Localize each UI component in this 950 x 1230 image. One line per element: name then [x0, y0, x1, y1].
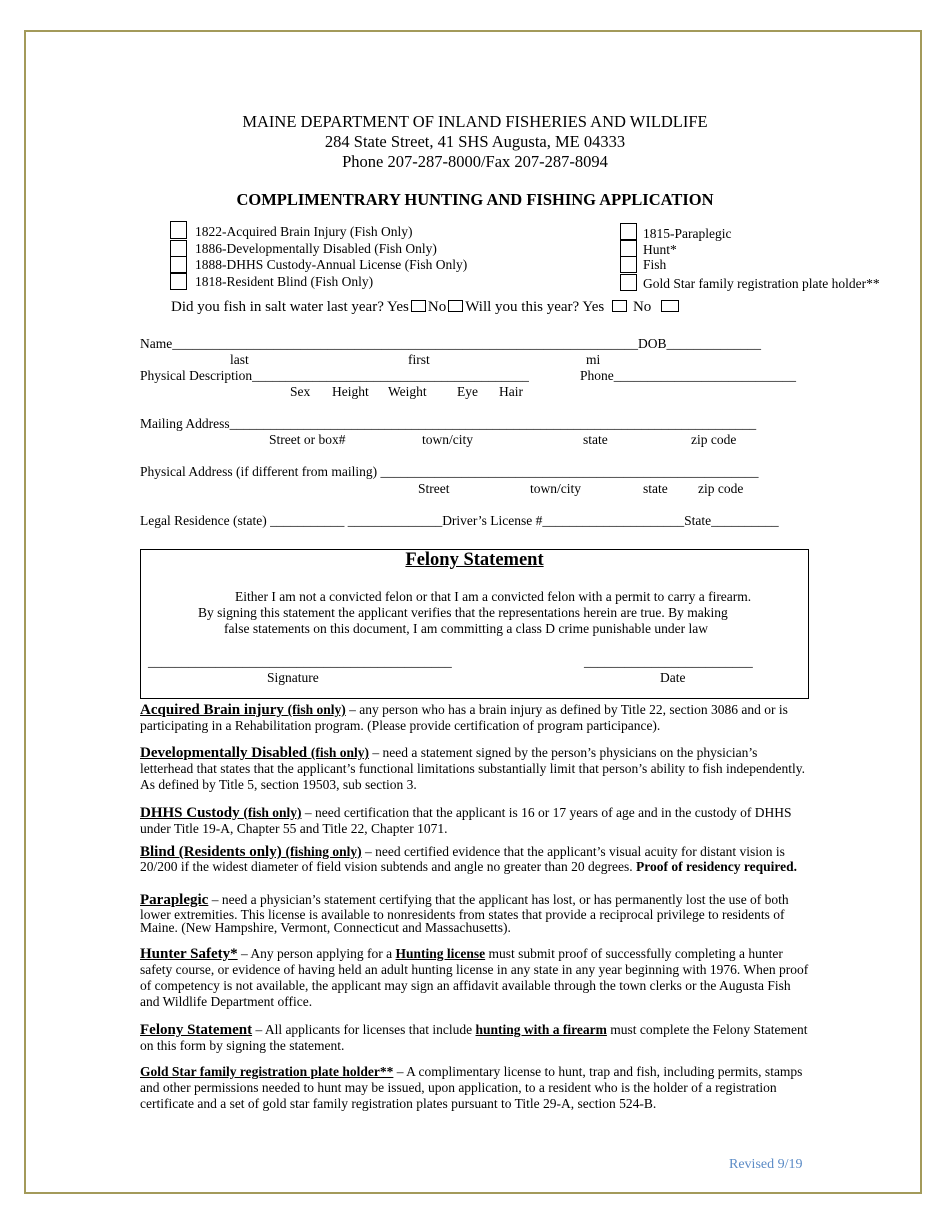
felony-title: Felony Statement	[405, 550, 544, 570]
def-heading: Developmentally Disabled	[140, 745, 308, 761]
date-line[interactable]: _________________________	[584, 654, 753, 669]
last-year-yes-checkbox[interactable]	[411, 300, 426, 312]
salt-water-question	[171, 299, 681, 316]
form-title: COMPLIMENTRARY HUNTING AND FISHING APPLICATION	[236, 190, 714, 209]
physical-address-field[interactable]: Physical Address (if different from mailing) ________________________________________________________	[140, 464, 759, 479]
def-hunter-safety	[140, 946, 812, 1010]
mailing-address-field[interactable]: Mailing Address______________________________________________________________________________	[140, 416, 757, 431]
revised-date: Revised 9/19	[729, 1157, 803, 1172]
option-checkbox-1822[interactable]	[170, 221, 187, 239]
option-checkbox-fish[interactable]	[620, 256, 637, 273]
def-text: – need certification that the applicant is 16 or 17 years of age and in the custody of DHHS under Title 19-A, Chapter 55 and Title 22, Chapter 1071.	[140, 805, 792, 836]
def-text: – need a physician’s statement certifying that the applicant has lost, or has permanently lost the use of both lower extremities. This license is available to nonresidents from states that provide a reciprocal privilege to residents of Maine. (New Hampshire, Vermont, Connecticut and Massachusetts).	[140, 892, 789, 935]
sex-label: Sex	[290, 384, 311, 399]
physical-description-field[interactable]: Physical Description_________________________________________	[140, 368, 529, 383]
height-label: Height	[332, 384, 369, 399]
option-label: 1886-Developmentally Disabled (Fish Only)	[195, 240, 437, 256]
hunting-with-firearm-link: hunting with a firearm	[475, 1022, 607, 1037]
name-first-label: first	[408, 352, 430, 367]
physical-street-label: Street	[418, 481, 450, 496]
def-blind	[140, 845, 812, 873]
agency-phone: Phone 207-287-8000/Fax 207-287-8094	[342, 152, 608, 171]
def-text: – any person who has a brain injury as defined by Title 22, section 3086 and or is participating in a Rehabilitation program. (Please provide certification of program participance).	[140, 702, 788, 733]
hunting-license-link: Hunting license	[395, 946, 486, 961]
legal-residence-field[interactable]: Legal Residence (state) ___________ ______________Driver’s License #_____________________State__________	[140, 513, 779, 528]
def-bold-text: Proof of residency required.	[636, 858, 797, 874]
def-heading: DHHS Custody	[140, 805, 240, 821]
def-text: must complete the Felony Statement on this form by signing the statement.	[140, 1022, 808, 1053]
felony-line-3: false statements on this document, I am committing a class D crime punishable under law	[224, 621, 709, 636]
option-checkbox-1818[interactable]	[170, 273, 187, 290]
def-heading: Gold Star family registration plate holder**	[140, 1064, 394, 1079]
def-developmentally-disabled	[140, 745, 812, 793]
mailing-town-label: town/city	[422, 432, 473, 447]
def-heading: Paraplegic	[140, 892, 209, 908]
felony-statement-box	[140, 549, 809, 699]
phone-field[interactable]: Phone___________________________	[580, 368, 796, 383]
def-heading-sub: (fish only)	[310, 745, 369, 760]
option-checkbox-gold-star[interactable]	[620, 274, 637, 291]
option-label: 1818-Resident Blind (Fish Only)	[195, 273, 374, 289]
def-text: – need certified evidence that the applicant’s visual acuity for distant vision is 20/200 if the widest diameter of field vision subtends and angle no greater than 20 degrees.	[140, 844, 785, 874]
signature-label: Signature	[267, 670, 319, 685]
mailing-street-label: Street or box#	[269, 432, 346, 447]
option-checkbox-1888[interactable]	[170, 256, 187, 273]
def-gold-star	[140, 1064, 812, 1112]
def-heading: Blind (Residents only)	[140, 844, 282, 860]
felony-line-2: By signing this statement the applicant verifies that the representations herein are true. By making	[198, 605, 728, 620]
def-heading-sub: (fishing only)	[285, 844, 362, 859]
def-text: must submit proof of successfully completing a hunter safety course, or evidence of having held an adult hunting license in any state in any year beginning with 1976. When proof of competency is not available, the applicant may sign an affidavit available through the town clerks or the Augusta Fish and Wildlife Department office.	[140, 946, 809, 1009]
mailing-zip-label: zip code	[691, 432, 737, 447]
name-mi-label: mi	[586, 352, 601, 367]
option-label: Gold Star family registration plate holder**	[643, 276, 880, 291]
option-label: 1888-DHHS Custody-Annual License (Fish Only)	[195, 257, 468, 272]
date-label: Date	[660, 670, 686, 685]
option-label: 1822-Acquired Brain Injury (Fish Only)	[195, 224, 413, 239]
option-label: Fish	[643, 257, 667, 272]
def-text: – need a statement signed by the person’s physicians on the physician’s letterhead that states that the applicant’s functional limitations substantially limit that person’s ability to fish independently. As defined by Title 5, section 19503, sub section 3.	[140, 745, 805, 792]
def-text: – A complimentary license to hunt, trap and fish, including permits, stamps and other permissions needed to hunt may be issued, upon application, to a resident who is the holder of a registration certificate and a set of gold star family registration plates pursuant to Title 29-A, section 524-B.	[140, 1064, 803, 1111]
this-year-no-checkbox[interactable]	[661, 300, 679, 312]
hair-label: Hair	[499, 384, 523, 399]
option-label: Hunt*	[643, 242, 677, 257]
option-checkbox-1886[interactable]	[170, 240, 187, 257]
physical-state-label: state	[643, 481, 668, 496]
agency-name: MAINE DEPARTMENT OF INLAND FISHERIES AND WILDLIFE	[242, 112, 708, 131]
name-last-label: last	[230, 352, 249, 367]
weight-label: Weight	[388, 384, 427, 399]
def-acquired-brain-injury	[140, 702, 812, 734]
option-checkbox-hunt[interactable]	[620, 240, 637, 257]
def-heading: Hunter Safety*	[140, 946, 238, 962]
physical-town-label: town/city	[530, 481, 581, 496]
physical-zip-label: zip code	[698, 481, 744, 496]
def-text: – Any person applying for a	[237, 946, 396, 961]
eye-label: Eye	[457, 384, 478, 399]
salt-water-no-label: No	[427, 299, 447, 315]
def-heading: Acquired Brain injury	[140, 702, 284, 718]
agency-address: 284 State Street, 41 SHS Augusta, ME 04333	[324, 132, 626, 151]
def-heading-sub: (fish only)	[243, 805, 302, 820]
last-year-no-checkbox[interactable]	[448, 300, 463, 312]
def-paraplegic	[140, 893, 812, 935]
signature-line[interactable]: _____________________________________________	[148, 654, 452, 669]
def-felony-statement	[140, 1022, 812, 1054]
name-field[interactable]: Name_____________________________________________________________________DOB______________	[140, 336, 761, 351]
def-heading-sub: (fish only)	[287, 702, 346, 717]
salt-water-no2-label: No	[632, 299, 652, 315]
this-year-yes-checkbox[interactable]	[612, 300, 627, 312]
def-heading: Felony Statement	[140, 1022, 253, 1038]
salt-water-q1: Did you fish in salt water last year? Yes	[171, 299, 409, 315]
felony-line-1: Either I am not a convicted felon or that I am a convicted felon with a permit to carry a firearm.	[235, 589, 752, 604]
salt-water-q2: Will you this year? Yes	[465, 299, 605, 315]
def-text: – All applicants for licenses that include	[252, 1022, 476, 1037]
option-label: 1815-Paraplegic	[643, 226, 732, 241]
option-checkbox-1815[interactable]	[620, 223, 637, 240]
mailing-state-label: state	[583, 432, 608, 447]
def-dhhs-custody	[140, 805, 812, 837]
